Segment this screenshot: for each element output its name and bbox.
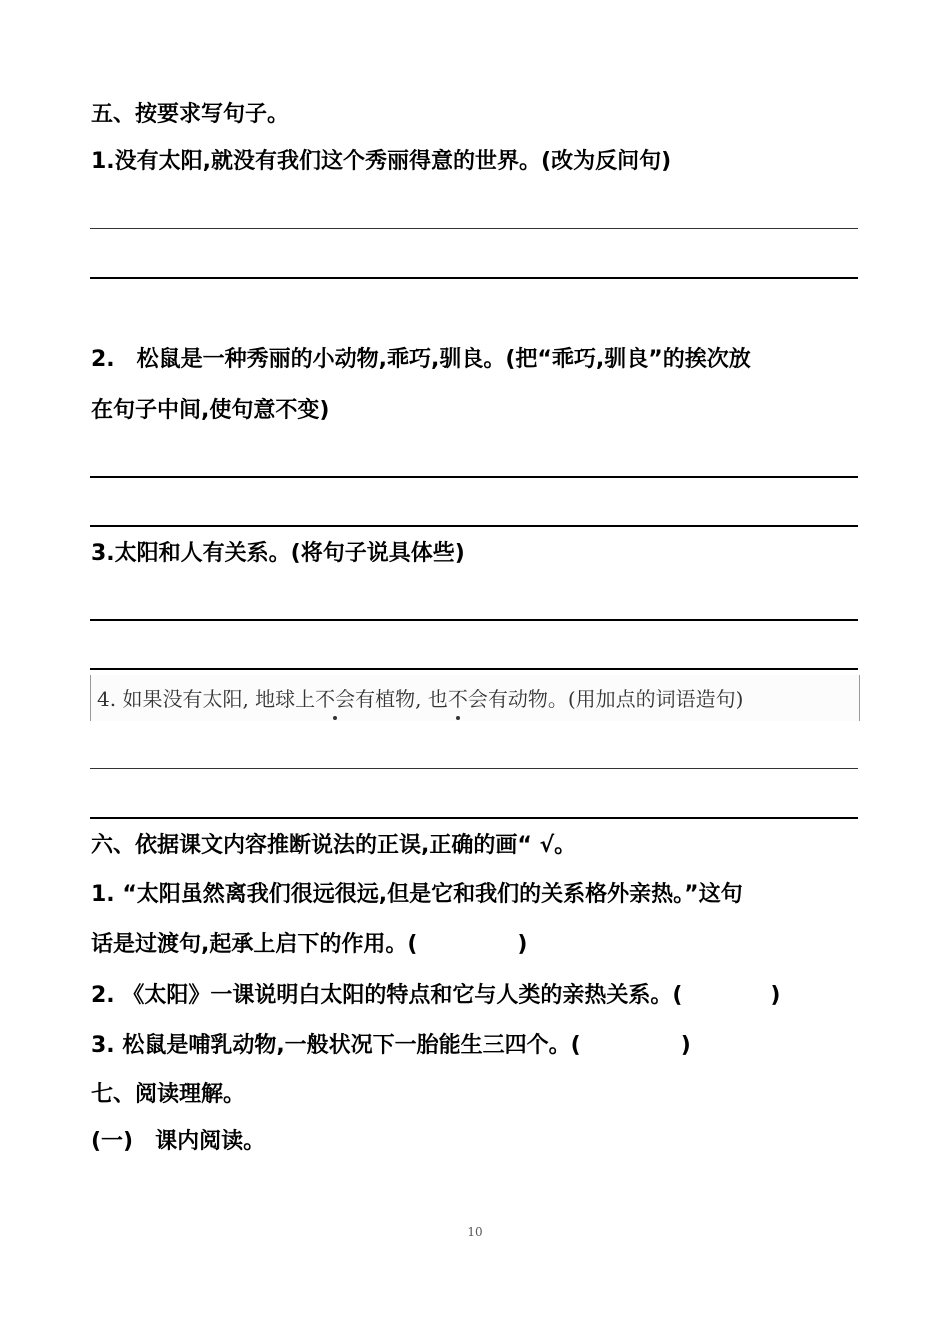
answer-line bbox=[90, 476, 858, 478]
answer-line bbox=[90, 277, 858, 279]
close-paren: ) bbox=[770, 983, 781, 1008]
question-5-4-image bbox=[90, 675, 860, 721]
answer-line bbox=[90, 619, 858, 621]
q4-dotted-word-1: 不会 bbox=[315, 683, 355, 712]
section5-heading: 五、按要求写句子。 bbox=[91, 102, 290, 127]
close-paren: ) bbox=[680, 1033, 691, 1058]
q6-2-text: 2. 《太阳》一课说明白太阳的特点和它与人类的亲热关系。( bbox=[91, 983, 683, 1008]
answer-line bbox=[90, 525, 858, 527]
section6-heading: 六、依据课文内容推断说法的正误,正确的画“ √。 bbox=[91, 833, 577, 858]
answer-line bbox=[90, 228, 858, 229]
q6-1-text: 话是过渡句,起承上启下的作用。( bbox=[91, 932, 418, 957]
q6-3-text: 3. 松鼠是哺乳动物,一般状况下一胎能生三四个。( bbox=[91, 1033, 581, 1058]
question-5-4-text bbox=[97, 683, 743, 712]
answer-line bbox=[90, 768, 858, 769]
question-6-2 bbox=[91, 981, 780, 1011]
question-5-2-line2: 在句子中间,使句意不变) bbox=[91, 398, 330, 423]
close-paren: ) bbox=[517, 932, 528, 957]
section7-heading: 七、阅读理解。 bbox=[91, 1082, 246, 1107]
q4-dotted-word-2: 也不会 bbox=[428, 683, 488, 712]
question-5-3: 3.太阳和人有关系。(将句子说具体些) bbox=[91, 541, 465, 566]
section7-sub: (一) 课内阅读。 bbox=[91, 1129, 266, 1154]
question-5-1: 1.没有太阳,就没有我们这个秀丽得意的世界。(改为反问句) bbox=[91, 149, 672, 174]
q4-prefix: 4. 如果没有太阳, 地球上 bbox=[97, 687, 316, 711]
answer-line bbox=[90, 817, 858, 819]
page-number: 10 bbox=[467, 1225, 483, 1239]
q4-mid: 有植物, bbox=[355, 687, 428, 711]
question-6-1-line2 bbox=[91, 930, 527, 960]
question-6-3 bbox=[91, 1031, 691, 1061]
answer-line bbox=[90, 668, 858, 670]
question-5-2-line1: 2. 松鼠是一种秀丽的小动物,乖巧,驯良。(把“乖巧,驯良”的挨次放 bbox=[91, 347, 751, 372]
question-6-1-line1: 1. “太阳虽然离我们很远很远,但是它和我们的关系格外亲热。”这句 bbox=[91, 882, 743, 907]
q4-suffix: 有动物。(用加点的词语造句) bbox=[487, 687, 744, 711]
